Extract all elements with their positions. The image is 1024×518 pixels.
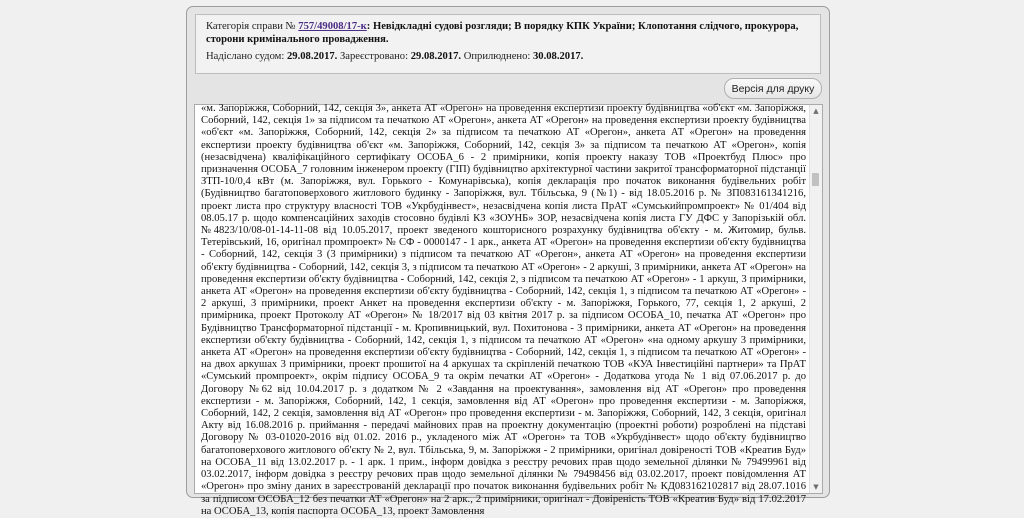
case-dates-line bbox=[206, 50, 810, 63]
registered-date: 29.08.2017. bbox=[410, 51, 462, 62]
sent-label: Надіслано судом: bbox=[206, 51, 285, 62]
published-label: Оприлюднено: bbox=[463, 51, 531, 62]
scroll-thumb[interactable] bbox=[812, 173, 819, 186]
document-frame[interactable] bbox=[194, 103, 823, 517]
category-label: Категорія справи № bbox=[206, 21, 296, 32]
document-panel bbox=[186, 6, 830, 517]
document-scrollbar[interactable] bbox=[809, 105, 822, 493]
registered-label: Зареєстровано: bbox=[339, 51, 409, 62]
scroll-down-icon[interactable]: ▼ bbox=[813, 483, 819, 491]
sent-date: 29.08.2017. bbox=[286, 51, 338, 62]
case-category-text: : Невідкладні судові розгляди; В порядку КПК України; Клопотання слідчого, прокурора, сторони кримінального провадження. bbox=[206, 21, 799, 45]
case-number-link[interactable]: 757/49008/17-к bbox=[298, 21, 367, 32]
scroll-up-icon[interactable]: ▲ bbox=[813, 107, 819, 115]
document-text: «м. Запоріжжя, Соборний, 142, секція 3», анкета АТ «Орегон» на проведення експертизи проекту будівництва «об'єкт «м. Запоріжжя, Соборний, 142, секція 1» за підписом та печаткою АТ «Орегон», анкета АТ «Орегон» на проведення експертизи проекту будівництва «об'єкт «м. Запоріжжя, Соборний, 142, секція 2» за підписом та печаткою АТ «Орегон», анкета АТ «Орегон» на проведення експертизи проекту будівництва об'єкт «м. Запоріжжя, Соборний, 142, секція 3» за підписом та печаткою АТ «Орегон», копія (незасвідчена) кваліфікаційного сертифікату ОСОБА_6 - 2 примірники, копія проекту наказу ТОВ «Проектбуд Плюс» про призначення ОСОБА_7 головним інженером проекту (ГІП) будівництво архітектурної частини закритої трансформаторної підстанції ЗТП-10/0,4 кВт (м. Запоріжжя, вул. Горького - Комунарівська), копія декларація про початок виконання будівельних робіт (Будівництво багатоповерхового житлового будинку - Запоріжжя, вул. Тбільська, 9 (№1) - від 18.05.2016 р. № ЗП083161341216, проект листа про структуру власності ТОВ «Укрбудінвест», незасвідчена копія листа ПрАТ «Сумськийпромпроект» № 01/404 від 08.05.17 р. щодо компенсаційних заходів стосовно будівлі КЗ «ЗОУНБ» ЗОР, незасвідчена копія листа ГУ ДФС у Запорізькій обл. №4823/10/08-01-14-11-08 від 10.05.2017, проект зведеного кошторисного розрахунку будівництва об'єкту - м. Житомир, бульв. Тетерівський, 16, оригінал промпроект» № СФ - 0000147 - 1 арк., анкета АТ «Орегон» на проведення експертизи об'єкту будівництва - Соборний, 142, секція 3 (3 примірники) з підписом та печаткою АТ «Орегон», анкета АТ «Орегон» на проведення експертизи об'єкту будівництва - Соборний, 142, секція 3, з підписом та печаткою АТ «Орегон» - 2 аркуші, 3 примірники, анкета АТ «Орегон» на проведення експертизи об'єкту будівництва - Соборний, 142, секція 2, з підписом та печаткою АТ «Орегон» - 1 аркуш, 3 примірники, анкета АТ «Орегон» на проведення експертизи об'єкту будівництва - Соборний, 142, секція 1, з підписом та печаткою АТ «Орегон» - 2 аркуші, 3 примірники, проект Анкет на проведення експертизи об'єкту - м. Запоріжжя, Горького, 77, секція 1, 2 аркуші, 2 примірника, проект Протоколу АТ «Орегон» № 18/2017 від 03 квітня 2017 р. за підписом ОСОБА_10, печатка АТ «Орегон» про Будівництво Трансформаторної підстанції - м. Кропивницький, вул. Похитонова - 3 примірники, анкета АТ «Орегон» на проведення експертизи об'єкту будівництва - Соборний, 142, секція 1, з підписом та печаткою АТ «Орегон» «на одному аркушу 3 примірники, анкета АТ «Орегон» на проведення експертизи об'єкту будівництва - Соборний, 142, секція 1, з підписом та печаткою АТ «Орегон» - на двох аркушах 3 примірники, проект прошитої на 4 аркушах та скріпленій печаткою ТОВ «КУА Інвестиційні партнери» та ПрАТ «Сумський промпроект», окрім підпису ОСОБА_9 та окрім печатки АТ «Орегон» - Додаткова угода № 1 від 07.06.2017 р. до Договору №62 від 10.04.2017 р. з додатком № 2 «Завдання на проектування», замовлення від АТ «Орегон» про проведення експертизи - м. Запоріжжя, Соборний, 142, 1 секція, замовлення від АТ «Орегон» про проведення експертизи - м. Запоріжжя, Соборний, 142, 2 секція, замовлення від АТ «Орегон» про проведення експертизи - м. Запоріжжя, Соборний, 142, 3 секція, оригінал Акту від 16.08.2016 р. приймання - передачі майнових прав на проектну документацію (проектні роботи) розроблені на підставі Договору № 03-01020-2016 від 01.02. 2016 р., укладеного між АТ «Орегон» та ТОВ «Укрбудінвест» щодо об'єкту будівництво багатоповерхового житлового об'єкту № 2, вул. Тбільська, 9, м. Запоріжжя - 2 примірники, оригінал довіреності ТОВ «Креатив Буд» на ОСОБА_11 від 13.02.2017 р. - 1 арк. 1 прим., інформ довідка з реєстру речових прав щодо земельної ділянки № 79499961 від 03.02.2017, інформ довідка з реєстру речових прав щодо земельної ділянки № 79498456 від 03.02.2017, проект повідомлення АТ «Орегон» про зміну даних в зареєстрованій декларації про початок виконання будівельних робіт № КД083162102817 від 28.07.1016 за підписом ОСОБА_12 без печатки АТ «Орегон» на 2 арк., 2 примірники, оригінал - Довіреність ТОВ «Креатив Буд» від 17.02.2017 на ОСОБА_13, копія паспорта ОСОБА_13, проект Замовлення bbox=[201, 103, 806, 517]
published-date: 30.08.2017. bbox=[532, 51, 584, 62]
print-version-button[interactable]: Версія для друку bbox=[724, 78, 822, 99]
case-info-box bbox=[195, 14, 821, 74]
case-category-line bbox=[206, 20, 810, 46]
